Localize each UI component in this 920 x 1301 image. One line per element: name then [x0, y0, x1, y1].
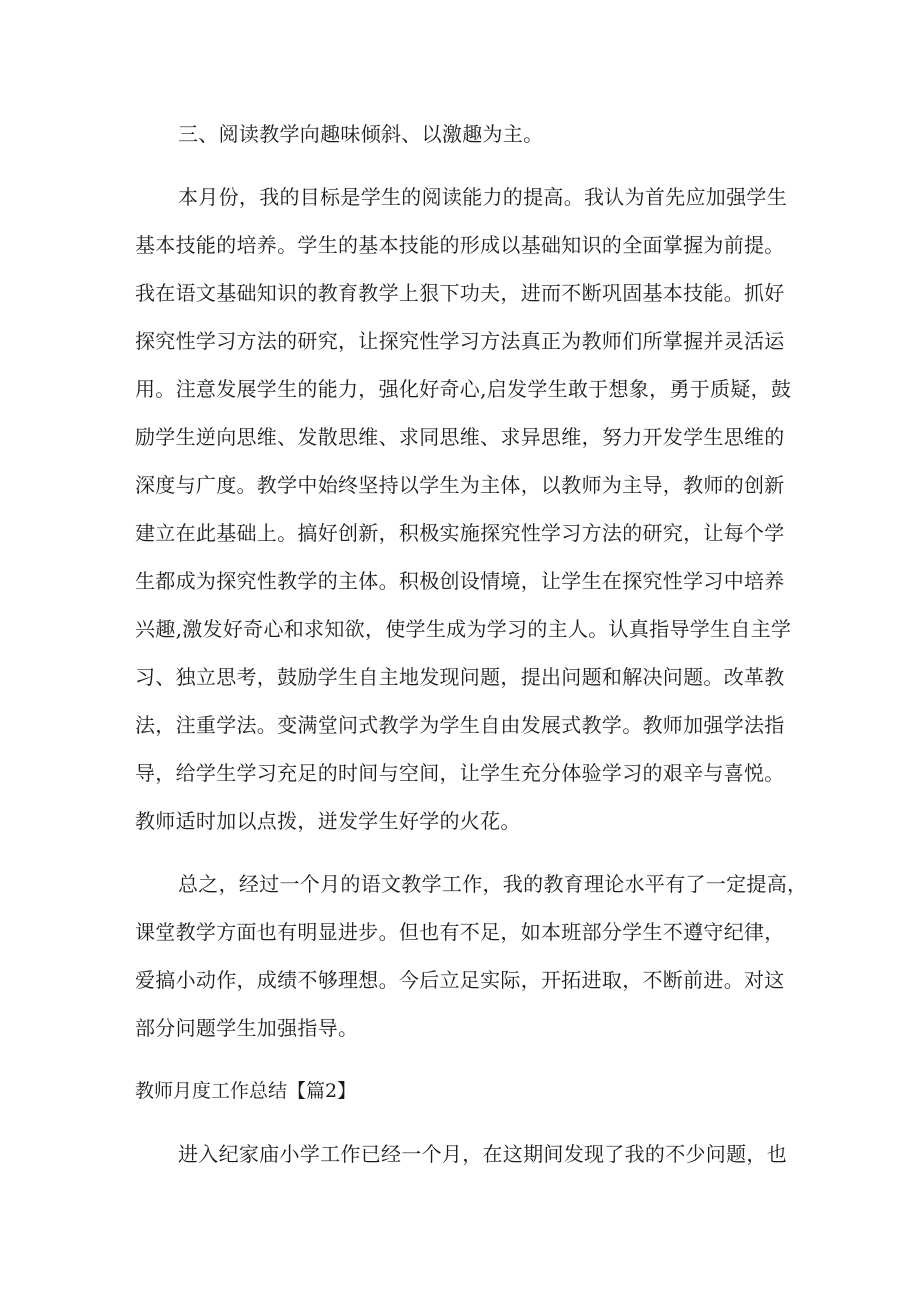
paragraph-line: 建立在此基础上。搞好创新，积极实施探究性学习方法的研究，让每个学	[135, 521, 785, 545]
paragraph-line: 本月份，我的目标是学生的阅读能力的提高。我认为首先应加强学生	[178, 185, 787, 209]
paragraph-line: 教师适时加以点拨，迸发学生好学的火花。	[135, 809, 521, 833]
paragraph-line: 习、独立思考，鼓励学生自主地发现问题，提出问题和解决问题。改革教	[135, 665, 785, 689]
paragraph-line: 部分问题学生加强指导。	[135, 1016, 359, 1040]
paragraph-line: 励学生逆向思维、发散思维、求同思维、求异思维，努力开发学生思维的	[135, 425, 785, 449]
paragraph-line: 爱搞小动作，成绩不够理想。今后立足实际，开拓进取，不断前进。对这	[135, 968, 785, 992]
paragraph-line: 用。注意发展学生的能力，强化好奇心,启发学生敢于想象，勇于质疑，鼓	[135, 377, 792, 401]
paragraph-line: 总之，经过一个月的语文教学工作，我的教育理论水平有了一定提高，	[178, 872, 808, 896]
paragraph-line: 法，注重学法。变满堂问式教学为学生自由发展式教学。教师加强学法指	[135, 713, 785, 737]
paragraph-line: 导，给学生学习充足的时间与空间，让学生充分体验学习的艰辛与喜悦。	[135, 761, 785, 785]
paragraph-line: 进入纪家庙小学工作已经一个月，在这期间发现了我的不少问题，也	[178, 1142, 787, 1166]
paragraph-line: 课堂教学方面也有明显进步。但也有不足，如本班部分学生不遵守纪律，	[135, 920, 785, 944]
paragraph-line: 我在语文基础知识的教育教学上狠下功夫，进而不断巩固基本技能。抓好	[135, 281, 785, 305]
article-title: 教师月度工作总结【篇2】	[135, 1080, 357, 1102]
paragraph-line: 生都成为探究性教学的主体。积极创设情境，让学生在探究性学习中培养	[135, 569, 785, 593]
paragraph-line: 兴趣,激发好奇心和求知欲，使学生成为学习的主人。认真指导学生自主学	[135, 617, 792, 641]
paragraph-line: 基本技能的培养。学生的基本技能的形成以基础知识的全面掌握为前提。	[135, 233, 785, 257]
paragraph-line: 探究性学习方法的研究，让探究性学习方法真正为教师们所掌握并灵活运	[135, 329, 785, 353]
section-heading: 三、阅读教学向趣味倾斜、以激趣为主。	[178, 122, 544, 146]
paragraph-line: 深度与广度。教学中始终坚持以学生为主体，以教师为主导，教师的创新	[135, 473, 785, 497]
